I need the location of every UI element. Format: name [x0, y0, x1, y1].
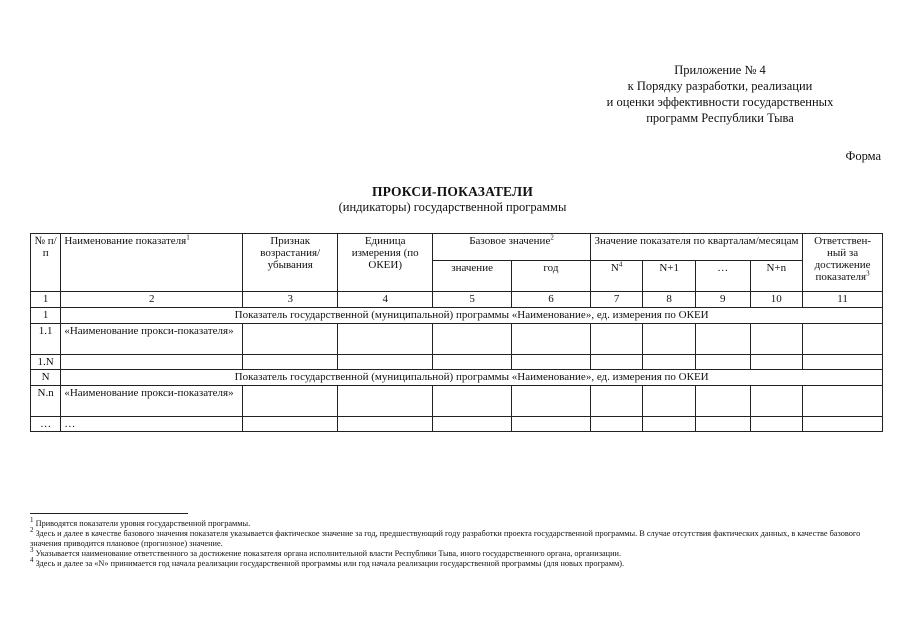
- annex-header: [560, 62, 880, 126]
- footnote-4: $^4$ Здесь и далее за «N» принимается год начала реализации государственной программы или год начала реализации государственной программы (для новых программ).: [30, 556, 625, 568]
- row-num: N: [31, 370, 61, 386]
- row-dots: …: [61, 417, 243, 432]
- header-period-n: $N^4$: [590, 261, 643, 292]
- form-label: Форма: [845, 149, 881, 163]
- col-number: 11: [803, 292, 883, 308]
- table-row: [31, 370, 883, 386]
- col-number: 3: [243, 292, 338, 308]
- annex-line: программ Республики Тыва: [646, 111, 794, 125]
- header-base-value: значение: [433, 261, 512, 292]
- header-responsible: Ответствен-ный за достижение показателя$^3$: [803, 234, 883, 292]
- header-periodic: Значение показателя по кварталам/месяцам: [590, 234, 802, 261]
- header-period-nn: N+n: [750, 261, 803, 292]
- proxy-indicator-name: «Наименование прокси-показателя»: [61, 386, 243, 417]
- col-number: 4: [338, 292, 433, 308]
- table-row: [31, 386, 883, 417]
- document-title: ПРОКСИ-ПОКАЗАТЕЛИ: [371, 184, 534, 199]
- col-number: 6: [512, 292, 591, 308]
- row-num: …: [31, 417, 61, 432]
- header-sign: Признак возрастания/ убывания: [243, 234, 338, 292]
- header-period-n1: N+1: [643, 261, 696, 292]
- row-num: 1.1: [31, 324, 61, 355]
- row-num: N.n: [31, 386, 61, 417]
- annex-line: к Порядку разработки, реализации: [627, 79, 813, 93]
- footnote-1: $^1$ Приводятся показатели уровня государственной программы.: [30, 516, 251, 528]
- header-period-dots: …: [695, 261, 750, 292]
- table-row: [31, 355, 883, 370]
- col-number: 1: [31, 292, 61, 308]
- program-indicator-row: Показатель государственной (муниципальной) программы «Наименование», ед. измерения по ОКЕИ: [61, 308, 883, 324]
- footnote-divider: [30, 513, 188, 514]
- document-subtitle: (индикаторы) государственной программы: [338, 200, 567, 214]
- header-name: Наименование показателя$^1$: [61, 234, 243, 292]
- col-number: 8: [643, 292, 696, 308]
- table-row: [31, 417, 883, 432]
- header-base-year: год: [512, 261, 591, 292]
- col-number: 5: [433, 292, 512, 308]
- program-indicator-row: Показатель государственной (муниципальной) программы «Наименование», ед. измерения по ОКЕИ: [61, 370, 883, 386]
- indicators-table: [30, 233, 883, 432]
- col-number: 10: [750, 292, 803, 308]
- footnote-3: $^3$ Указывается наименование ответственного за достижение показателя органа исполнительной власти Республики Тыва, иного государственного органа, организации.: [30, 546, 622, 558]
- col-number: 7: [590, 292, 643, 308]
- table-row: [31, 324, 883, 355]
- col-number: 2: [61, 292, 243, 308]
- footnote-2: $^2$ Здесь и далее в качестве базового значения показателя указывается фактическое значение за год, предшествующий году разработки проекта государственной программы. В случае отсутствия фактических данных, в качестве базового значения приводится плановое (прогнозное) значение.: [30, 526, 861, 548]
- header-unit: Единица измерения (по ОКЕИ): [338, 234, 433, 292]
- footnotes: [30, 516, 890, 569]
- row-num: 1.N: [31, 355, 61, 370]
- table-row: [31, 308, 883, 324]
- annex-line: и оценки эффективности государственных: [606, 95, 834, 109]
- annex-line: Приложение № 4: [674, 63, 766, 77]
- col-number: 9: [695, 292, 750, 308]
- header-num: № п/п: [31, 234, 61, 292]
- header-base: Базовое значение$^2$: [433, 234, 591, 261]
- row-num: 1: [31, 308, 61, 324]
- proxy-indicator-name: «Наименование прокси-показателя»: [61, 324, 243, 355]
